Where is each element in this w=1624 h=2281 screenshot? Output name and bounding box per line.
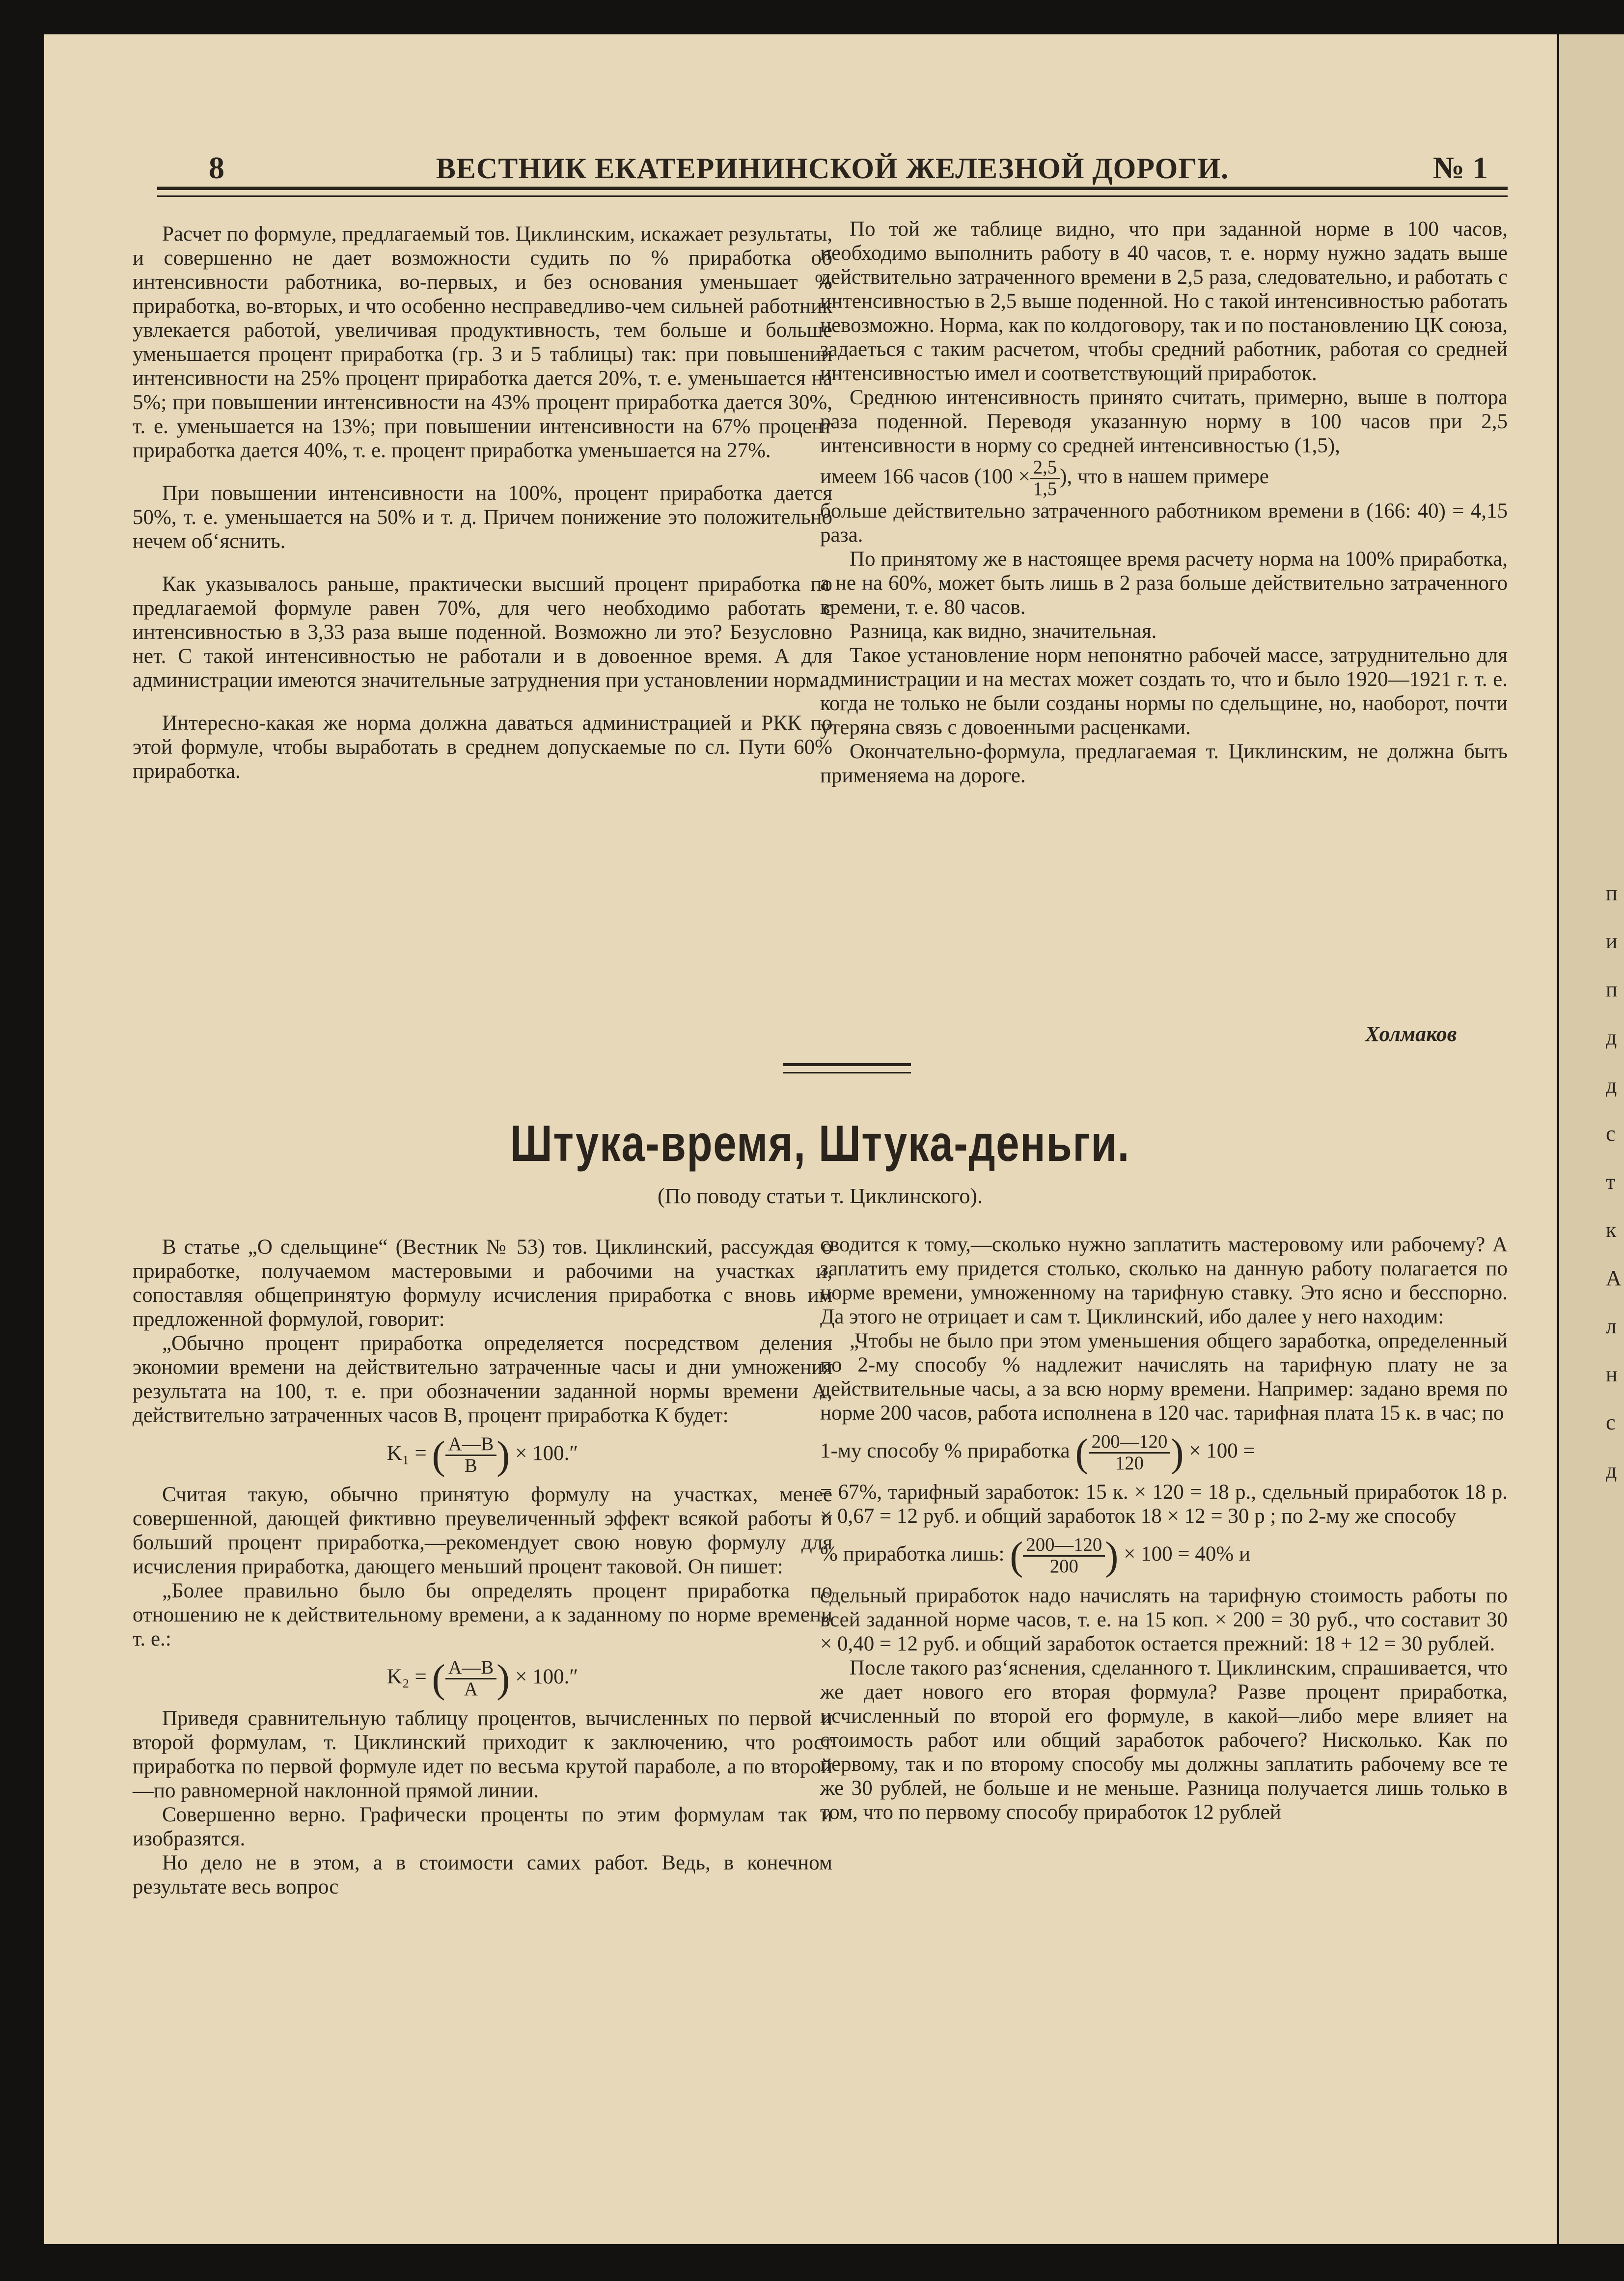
article1-right-column [820,217,1508,788]
paragraph: По той же таблице видно, что при заданной норме в 100 часов, необходимо выполнить работу в 40 часов, т. е. норму нужно задать выше действительно затраченного времени в 2,5 раза, следовательно, и работать с интенсивностью в 2,5 выше поденной. Но с такой интенсивностью работать невозможно. Норма, как по колдоговору, так и по постановлению ЦК союза, задаеться с таким расчетом, чтобы средний работник, работая со средней интенсивностью имел и соответствующий приработок. [820,218,1508,385]
bracket-open: ( [432,1432,445,1478]
fraction-denominator: 1,5 [1033,478,1057,499]
fraction [445,1434,496,1476]
formula-text-pre: % приработка лишь: [820,1542,1005,1566]
paragraph: Среднюю интенсивность принято считать, примерно, выше в полтора раза поденной. Переводя указанную норму в 100 часов при 2,5 интенсивности в норму со средней интенсивностью (1,5), [820,386,1508,457]
fraction-denominator: 200 [1049,1556,1078,1577]
fraction-denominator: 120 [1115,1453,1144,1474]
formula-text-post: ), что в нашем примере [1060,465,1269,488]
edge-letter: к [1606,1218,1617,1242]
formula-rhs: × 100.″ [515,1442,578,1465]
paragraph: „Более правильно было бы определять процент приработка по отношению не к действительному времени, а к заданному по норме времени т. е.: [133,1579,832,1651]
edge-letter: и [1606,929,1618,953]
article-title: Штука-время, Штука-деньги. [510,1115,1130,1172]
fraction-numerator: 200—120 [1023,1535,1105,1557]
fraction [1030,458,1060,499]
paragraph: сводится к тому,—сколько нужно заплатить мастеровому или рабочему? А заплатить ему придется столько, сколько на данную работу полагается по норме времени, умноженному на тарифную ставку. Это ясно и бесспорно. Да этого не отрицает и сам т. Циклинский, ибо далее у него находим: [820,1233,1508,1328]
edge-letter: н [1606,1362,1618,1386]
bracket-open: ( [1010,1533,1023,1578]
header-rule-thick [157,187,1508,190]
edge-letter: п [1606,881,1618,905]
running-title: ВЕСТНИК ЕКАТЕРИНИНСКОЙ ЖЕЛЕЗНОЙ ДОРОГИ. [436,152,1229,185]
paragraph: Считая такую, обычно принятую формулу на участках, менее совершенной, дающей фиктивно преувеличенный эффект всякой работы и больший процент приработка,—рекомендует свою новую формулу для исчисления приработка, дающего меньший процент таковой. Он пишет: [133,1483,832,1579]
article2-left-column [133,1235,832,1899]
paragraph: = 67%, тарифный заработок: 15 к. × 120 = 18 р., сдельный приработок 18 р. × 0,67 = 12 руб. и общий заработок 18 × 12 = 30 р ; по 2-му же способу [820,1481,1508,1528]
fraction-numerator: А—В [445,1658,496,1679]
paragraph: При повышении интенсивности на 100%, процент приработка дается 50%, т. е. уменьшается на 50% и т. д. Причем понижение это положительно нечем об‘яснить. [133,482,832,553]
paragraph: Приведя сравнительную таблицу процентов, вычисленных по первой и второй формулам, т. Циклинский приходит к заключению, что рост приработка по первой формуле идет по весьма крутой параболе, а по второй—по равномерной наклонной прямой линии. [133,1706,832,1802]
article1-left-column [133,222,832,802]
formula-text-post: × 100 = [1189,1439,1255,1462]
paragraph: Интересно-какая же норма должна даваться администрацией и РКК по этой формуле, чтобы выработать в среднем допускаемые по сл. Пути 60% приработка. [133,712,832,783]
page-number: 8 [209,150,224,185]
edge-letter: л [1606,1314,1617,1338]
fraction [445,1658,496,1699]
newspaper-page [44,34,1557,2244]
header-rule-thin [157,195,1508,197]
edge-letter: А [1606,1266,1622,1290]
paragraph: Разница, как видно, значительная. [850,620,1157,643]
bracket-open: ( [1075,1430,1089,1475]
section-separator-thick [783,1063,911,1066]
fraction [1089,1432,1171,1473]
paragraph: Но дело не в этом, а в стоимости самих работ. Ведь, в конечном результате весь вопрос [133,1851,832,1898]
paragraph: Такое установление норм непонятно рабочей массе, затруднительно для администрации и на местах может создать то, что и было 1920—1921 г. т. е. когда не только не были созданы нормы по сдельщине, но, наоборот, почти утеряна связь с довоенными расценками. [820,644,1508,740]
edge-letter: с [1606,1122,1616,1146]
paragraph: „Обычно процент приработка определяется посредством деления экономии времени на действительно затраченные часы и дни умножения результата на 100, т. е. при обозначении заданной нормы времени А, действительно затраченных часов В, процент приработка К будет: [133,1332,832,1427]
paragraph: Расчет по формуле, предлагаемый тов. Циклинским, искажает результаты, и совершенно не дает возможности судить по % приработка об интенсивности работника, во-первых, и без основания уменьшает % приработка, во-вторых, и что особенно несправедливо-чем сильней работник увлекается работой, увеличивая продуктивность, тем больше и больше уменьшается процент приработка (гр. 3 и 5 таблицы) так: при повышении интенсивности на 25% процент приработка дается 20%, т. е. уменьшается на 5%; при повышении интенсивности на 43% процент приработка дается 30%, т. е. уменьшается на 13%; при повышении интенсивности на 67% процент приработка дается 40%, т. е. процент приработка уменьшается на 27%. [133,222,832,462]
fraction-numerator: 2,5 [1030,458,1060,479]
formula-k2 [133,1658,832,1699]
author-signature: Холмаков [1365,1022,1457,1046]
adjacent-page-edge [1559,34,1624,2244]
fraction-denominator: А [464,1678,478,1700]
paragraph: Совершенно верно. Графически проценты по этим формулам так и изобразятся. [133,1803,832,1850]
formula-rhs: × 100.″ [515,1665,578,1689]
edge-letter: т [1606,1170,1616,1194]
edge-letter: п [1606,977,1618,1001]
paragraph: Как указывалось раньше, практически высший процент приработка по предлагаемой формуле равен 70%, для чего необходимо работать с интенсивностью в 3,33 раза выше поденной. Возможно ли это? Безусловно нет. С такой интенсивностью не работали и в довоенное время. А для администрации имеются значительные затруднения при установлении норм. [133,573,832,692]
section-separator-thin [783,1072,911,1073]
formula-method2 [820,1535,1508,1576]
edge-letter: с [1606,1410,1616,1434]
bracket-close: ) [496,1432,510,1478]
adjacent-page-letters [1606,869,1622,1495]
issue-number: № 1 [1432,150,1488,185]
formula-lhs: K₁ = [386,1442,427,1465]
bracket-open: ( [432,1656,445,1701]
formula-text-post: × 100 = 40% и [1124,1542,1250,1566]
article2-right-column [820,1233,1508,1824]
bracket-close: ) [1170,1430,1184,1475]
fraction-denominator: В [465,1455,477,1476]
edge-letter: д [1606,1458,1617,1483]
inline-formula-line [820,458,1508,499]
fraction-numerator: А—В [445,1434,496,1456]
bracket-close: ) [1105,1533,1119,1578]
formula-text-pre: имеем 166 часов (100 × [820,465,1030,488]
bracket-close: ) [496,1656,510,1701]
paragraph: „Чтобы не было при этом уменьшения общего заработка, определенный по 2-му способу % надлежит начислять на тарифную плату не за действительные часы, а за всю норму времени. Например: задано время по норме 200 часов, работа исполнена в 120 час. тарифная плата 15 к. в час; по [820,1329,1508,1425]
paragraph: По принятому же в настоящее время расчету норма на 100% приработка, а не на 60%, может быть лишь в 2 раза больше действительно затраченного времени, т. е. 80 часов. [820,548,1508,619]
formula-text-pre: 1-му способу % приработка [820,1439,1070,1462]
formula-method1 [820,1432,1508,1473]
paragraph: больше действительно затраченного работником времени в (166: 40) = 4,15 раза. [820,499,1508,547]
formula-lhs: K₂ = [386,1665,427,1689]
fraction-numerator: 200—120 [1089,1432,1171,1454]
formula-k1 [133,1434,832,1476]
paragraph: В статье „О сдельщине“ (Вестник № 53) тов. Циклинский, рассуждая о приработке, получаемом мастеровыми и рабочими на участках и, сопоставляя общепринятую формулу исчисления приработка с вновь им предложенной формулой, говорит: [133,1236,832,1331]
paragraph: сдельный приработок надо начислять на тарифную стоимость работы по всей заданной норме часов, т. е. на 15 коп. × 200 = 30 руб., что составит 30 × 0,40 = 12 руб. и общий заработок остается прежний: 18 + 12 = 30 рублей. [820,1584,1508,1655]
edge-letter: д [1606,1073,1617,1098]
article-subtitle: (По поводу статьи т. Циклинского). [657,1184,983,1208]
paragraph: Окончательно-формула, предлагаемая т. Циклинским, не должна быть применяема на дороге. [820,740,1508,788]
edge-letter: д [1606,1025,1617,1049]
paragraph: После такого раз‘яснения, сделанного т. Циклинским, спрашивается, что же дает нового его вторая формула? Разве процент приработка, исчисленный по второй его формуле, в какой—либо мере влияет на стоимость работ или общий заработок рабочего? Нисколько. Как по первому, так и по второму способу мы должны заплатить рабочему все те же 30 рублей, не больше и не меньше. Разница получается лишь только в том, что по первому способу приработок 12 рублей [820,1656,1508,1824]
fraction [1023,1535,1105,1576]
